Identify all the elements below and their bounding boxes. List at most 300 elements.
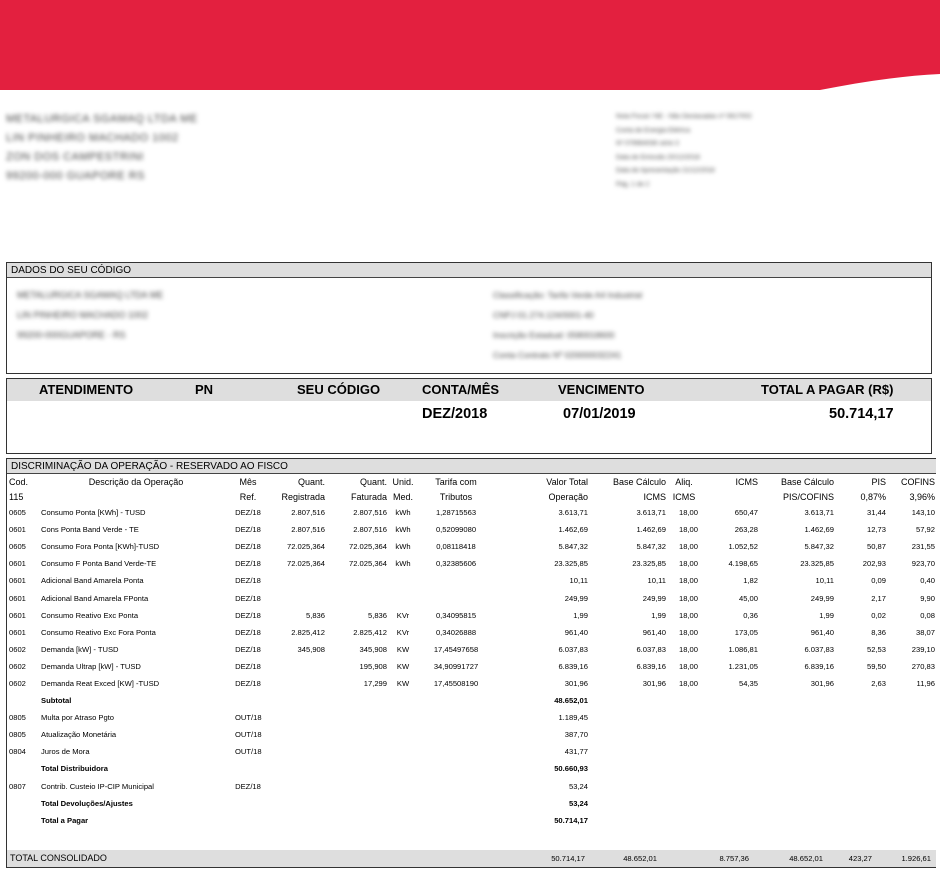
value-vencimento: 07/01/2019 — [563, 406, 636, 422]
cell-base-icms — [590, 795, 668, 812]
cell-tarifa: 17,45508190 — [433, 678, 479, 688]
cell-valor-total: 3.613,71 — [558, 508, 588, 518]
client-info-line: CNPJ 01.274.124/0001-40 — [493, 310, 594, 320]
value-total-a-pagar: 50.714,17 — [829, 406, 894, 422]
cell-unid-med: KVr — [396, 610, 410, 620]
cell-cod: 0601 — [9, 525, 26, 535]
section-title: DADOS DO SEU CÓDIGO — [7, 263, 931, 278]
cell-unid-med: KW — [396, 661, 410, 671]
cell-pis: 2,63 — [871, 678, 886, 688]
cell-valor-total: 1.189,45 — [558, 713, 588, 723]
header-cod: 115 — [9, 491, 24, 502]
cell-valor-total: 53,24 — [568, 781, 588, 791]
cell-base-pis-cofins: 301,96 — [810, 678, 834, 688]
cell-cod: 0602 — [9, 661, 26, 671]
total-label: TOTAL CONSOLIDADO — [10, 853, 107, 863]
cell-quant-registrada — [263, 692, 327, 709]
cell-icms: 263,28 — [734, 525, 758, 535]
cell-base-pis-cofins: 1.462,69 — [804, 525, 834, 535]
cell-base-icms: 249,99 — [642, 593, 666, 603]
cell-descricao: Cons Ponta Band Verde - TE — [41, 525, 139, 535]
cell-aliq-icms — [668, 778, 700, 795]
total-base-icms: 48.652,01 — [623, 854, 657, 863]
cell-cofins: 9,90 — [920, 593, 935, 603]
header-mes-ref: Ref. — [239, 491, 257, 502]
header-quant-registrada: Quant. — [297, 476, 325, 487]
client-info-line: Conta Contrato Nº 020000032241 — [493, 350, 622, 360]
cell-cod: 0605 — [9, 542, 26, 552]
client-line: METALURGICA SGAMAQ LTDA ME — [17, 290, 164, 300]
cell-base-icms: 3.613,71 — [636, 508, 666, 518]
cell-base-icms: 5.847,32 — [636, 542, 666, 552]
cell-cod: 0807 — [9, 781, 26, 791]
cell-unid-med: KW — [396, 678, 410, 688]
cell-quant-faturada: 72.025,364 — [348, 559, 387, 569]
cell-pis — [836, 743, 888, 760]
cell-unid-med: KVr — [396, 627, 410, 637]
header-descricao — [39, 489, 233, 504]
table-row — [7, 555, 936, 572]
cell-valor-total: 301,96 — [564, 678, 588, 688]
cell-unid-med — [389, 743, 417, 760]
cell-mes-ref: DEZ/18 — [235, 559, 261, 569]
section-title: DISCRIMINAÇÃO DA OPERAÇÃO - RESERVADO AO FISCO — [7, 459, 936, 474]
header-cofins: 3,96% — [909, 491, 935, 502]
cell-quant-faturada — [327, 692, 389, 709]
total-cofins: 1.926,61 — [901, 854, 931, 863]
cell-icms — [700, 709, 760, 726]
cell-base-icms — [590, 692, 668, 709]
top-banner — [0, 0, 940, 92]
cell-quant-registrada — [263, 589, 327, 606]
table-body — [7, 504, 936, 829]
cell-mes-ref: DEZ/18 — [235, 525, 261, 535]
cell-unid-med: kWh — [395, 525, 411, 535]
header-pis: PIS — [871, 476, 886, 487]
cell-aliq-icms — [668, 743, 700, 760]
cell-cofins — [888, 692, 936, 709]
cell-quant-registrada — [263, 778, 327, 795]
table-row — [7, 760, 936, 777]
cell-base-icms — [590, 778, 668, 795]
cell-descricao: Contrib. Custeio IP-CIP Municipal — [41, 781, 154, 791]
billing-summary — [6, 378, 932, 454]
cell-unid-med — [389, 709, 417, 726]
cell-descricao: Demanda [kW] - TUSD — [41, 644, 119, 654]
cell-descricao: Multa por Atraso Pgto — [41, 713, 115, 723]
header-unid-med: Unid. — [392, 476, 414, 487]
cell-base-pis-cofins — [760, 812, 836, 829]
cell-pis: 0,09 — [871, 576, 886, 586]
cell-cod: 0601 — [9, 576, 26, 586]
address-line: METALURGICA SGAMAQ LTDA ME — [6, 113, 198, 125]
cell-valor-total: 1,99 — [573, 610, 588, 620]
cell-base-pis-cofins: 961,40 — [810, 627, 834, 637]
cell-pis: 12,73 — [866, 525, 886, 535]
cell-quant-faturada: 5,836 — [367, 610, 387, 620]
cell-icms: 45,00 — [738, 593, 758, 603]
total-pis: 423,27 — [848, 854, 872, 863]
cell-unid-med: KW — [396, 644, 410, 654]
header-base-pis-cofins: Base Cálculo — [780, 476, 834, 487]
cell-mes-ref: DEZ/18 — [235, 576, 261, 586]
cell-base-icms: 6.839,16 — [636, 661, 666, 671]
cell-aliq-icms: 18,00 — [678, 508, 698, 518]
cell-base-icms: 1.462,69 — [636, 525, 666, 535]
cell-tarifa: 0,34026888 — [435, 627, 477, 637]
header-base-pis-cofins: PIS/COFINS — [782, 491, 834, 502]
cell-icms: 1.052,52 — [728, 542, 758, 552]
cell-unid-med — [389, 692, 417, 709]
cell-pis — [836, 812, 888, 829]
cell-cod: 0602 — [9, 678, 26, 688]
cell-mes-ref — [233, 692, 263, 709]
cell-tarifa — [417, 812, 495, 829]
cell-aliq-icms — [668, 709, 700, 726]
header-icms: ICMS — [735, 476, 758, 487]
cell-mes-ref: OUT/18 — [235, 713, 262, 723]
header-valor-total: Valor Total — [546, 476, 588, 487]
header-quant-faturada: Quant. — [359, 476, 387, 487]
cell-base-icms — [590, 726, 668, 743]
cell-valor-total: 1.462,69 — [558, 525, 588, 535]
cell-icms: 4.198,65 — [728, 559, 758, 569]
cell-quant-faturada — [327, 812, 389, 829]
cell-quant-faturada: 2.807,516 — [353, 525, 387, 535]
meta-line: Pág. 1 de 2 — [616, 180, 650, 188]
cell-unid-med — [389, 778, 417, 795]
cell-base-icms: 23.325,85 — [632, 559, 666, 569]
cell-tarifa — [417, 778, 495, 795]
table-row — [7, 624, 936, 641]
header-unid-med: Med. — [392, 491, 413, 502]
cell-descricao: Juros de Mora — [41, 747, 90, 757]
cell-base-pis-cofins: 6.839,16 — [804, 661, 834, 671]
cell-pis — [836, 760, 888, 777]
cell-quant-registrada — [263, 709, 327, 726]
cell-tarifa — [417, 760, 495, 777]
header-cod: Cod. — [9, 476, 29, 487]
cell-descricao: Subtotal — [41, 696, 72, 706]
cell-aliq-icms: 18,00 — [678, 542, 698, 552]
cell-cod: 0601 — [9, 559, 26, 569]
cell-valor-total: 53,24 — [568, 798, 588, 808]
cell-aliq-icms — [668, 760, 700, 777]
header-row — [7, 489, 936, 504]
cell-cod — [7, 812, 39, 829]
cell-valor-total: 6.839,16 — [558, 661, 588, 671]
header-valor-total: Operação — [548, 491, 588, 502]
table-row — [7, 692, 936, 709]
cell-cofins: 0,40 — [920, 576, 935, 586]
cell-quant-registrada — [263, 760, 327, 777]
header-aliq-icms: ICMS — [672, 491, 696, 502]
cell-valor-total: 10,11 — [569, 576, 588, 586]
cell-tarifa: 0,32385606 — [435, 559, 477, 569]
cell-cofins: 270,83 — [911, 661, 935, 671]
cell-valor-total: 50.660,93 — [554, 764, 588, 774]
cell-base-pis-cofins: 5.847,32 — [804, 542, 834, 552]
cell-base-pis-cofins: 249,99 — [810, 593, 834, 603]
cell-cofins: 923,70 — [911, 559, 935, 569]
address-line: LIN PINHEIRO MACHADO 1002 — [6, 132, 179, 144]
cell-pis — [836, 726, 888, 743]
table-row — [7, 538, 936, 555]
meta-line: Nº 079964036 série 3 — [616, 140, 679, 148]
cell-pis: 50,87 — [866, 542, 886, 552]
cell-tarifa — [417, 726, 495, 743]
cell-cofins — [888, 778, 936, 795]
cell-aliq-icms — [668, 692, 700, 709]
invoice-meta — [616, 110, 752, 192]
cell-cofins: 57,92 — [915, 525, 935, 535]
cell-cofins — [888, 709, 936, 726]
cell-cod: 0601 — [9, 627, 26, 637]
cell-quant-registrada — [263, 675, 327, 692]
total-icms: 8.757,36 — [719, 854, 749, 863]
cell-valor-total: 48.652,01 — [554, 696, 588, 706]
total-consolidado-row — [7, 850, 936, 867]
cell-aliq-icms: 18,00 — [678, 576, 698, 586]
label-vencimento: VENCIMENTO — [558, 382, 645, 397]
cell-quant-faturada: 72.025,364 — [348, 542, 387, 552]
cell-cod: 0602 — [9, 644, 26, 654]
cell-pis: 31,44 — [866, 508, 886, 518]
cell-icms — [700, 726, 760, 743]
client-classification — [493, 285, 642, 365]
cell-mes-ref: OUT/18 — [235, 730, 262, 740]
cell-pis — [836, 778, 888, 795]
cell-quant-registrada — [263, 572, 327, 589]
label-total-a-pagar: TOTAL A PAGAR (R$) — [761, 382, 894, 397]
client-address — [17, 285, 163, 345]
cell-valor-total: 23.325,85 — [554, 559, 588, 569]
client-data-section — [6, 262, 932, 374]
cell-descricao: Consumo Ponta [KWh] - TUSD — [41, 508, 146, 518]
cell-tarifa — [417, 589, 495, 606]
cell-cod — [7, 760, 39, 777]
cell-mes-ref: DEZ/18 — [235, 644, 261, 654]
cell-aliq-icms: 18,00 — [678, 525, 698, 535]
table-row — [7, 504, 936, 521]
cell-pis: 52,53 — [866, 644, 886, 654]
cell-unid-med — [389, 572, 417, 589]
cell-base-pis-cofins — [760, 709, 836, 726]
table-row — [7, 812, 936, 829]
cell-icms: 0,36 — [743, 610, 758, 620]
cell-quant-registrada: 345,908 — [297, 644, 325, 654]
cell-cofins — [888, 743, 936, 760]
table-row — [7, 641, 936, 658]
cell-mes-ref: DEZ/18 — [235, 508, 261, 518]
cell-aliq-icms: 18,00 — [678, 559, 698, 569]
cell-icms: 54,35 — [738, 678, 758, 688]
cell-quant-registrada — [263, 812, 327, 829]
cell-quant-faturada: 2.807,516 — [353, 508, 387, 518]
cell-pis: 202,93 — [862, 559, 886, 569]
cell-tarifa — [417, 743, 495, 760]
table-row — [7, 607, 936, 624]
table-row — [7, 778, 936, 795]
header-descricao: Descrição da Operação — [88, 476, 184, 487]
cell-tarifa — [417, 795, 495, 812]
cell-cod — [7, 692, 39, 709]
cell-aliq-icms: 18,00 — [678, 610, 698, 620]
header-tarifa: Tarifa com — [435, 476, 477, 487]
cell-unid-med — [389, 812, 417, 829]
cell-base-pis-cofins: 3.613,71 — [804, 508, 834, 518]
cell-pis: 8,36 — [871, 627, 886, 637]
cell-tarifa: 1,28715563 — [435, 508, 477, 518]
cell-quant-faturada — [327, 795, 389, 812]
cell-quant-faturada: 2.825,412 — [353, 627, 387, 637]
cell-quant-faturada — [327, 726, 389, 743]
label-conta-mes: CONTA/MÊS — [422, 382, 500, 397]
cell-base-pis-cofins — [760, 795, 836, 812]
table-row — [7, 709, 936, 726]
cell-valor-total: 961,40 — [564, 627, 588, 637]
address-line: 99200-000 GUAPORE RS — [6, 170, 146, 182]
cell-quant-faturada — [327, 778, 389, 795]
label-pn: PN — [195, 382, 214, 397]
cell-base-icms: 961,40 — [642, 627, 666, 637]
cell-quant-registrada: 2.807,516 — [291, 508, 325, 518]
cell-mes-ref: DEZ/18 — [235, 610, 261, 620]
cell-quant-faturada: 17,299 — [363, 678, 387, 688]
cell-aliq-icms — [668, 812, 700, 829]
recipient-address — [6, 110, 198, 186]
cell-tarifa: 17,45497658 — [433, 644, 479, 654]
cell-unid-med — [389, 795, 417, 812]
header-aliq-icms: Aliq. — [675, 476, 693, 487]
cell-mes-ref: DEZ/18 — [235, 542, 261, 552]
address-line: ZON DOS CAMPESTRINI — [6, 151, 144, 163]
cell-cofins: 11,96 — [916, 678, 935, 688]
cell-descricao: Atualização Monetária — [41, 730, 117, 740]
cell-cofins — [888, 726, 936, 743]
header-icms — [700, 489, 760, 504]
cell-icms: 1.086,81 — [728, 644, 758, 654]
cell-quant-faturada — [327, 572, 389, 589]
cell-descricao: Demanda Reat Exced [KW] -TUSD — [41, 678, 160, 688]
cell-cod: 0804 — [9, 747, 26, 757]
cell-aliq-icms — [668, 726, 700, 743]
cell-descricao: Consumo Reativo Exc Fora Ponta — [41, 627, 156, 637]
cell-aliq-icms: 18,00 — [678, 661, 698, 671]
cell-quant-registrada: 72.025,364 — [286, 542, 325, 552]
header-quant-faturada: Faturada — [350, 491, 387, 502]
cell-valor-total: 387,70 — [564, 730, 588, 740]
cell-base-pis-cofins: 6.037,83 — [804, 644, 834, 654]
cell-descricao: Consumo Reativo Exc Ponta — [41, 610, 139, 620]
cell-cofins — [888, 812, 936, 829]
value-conta-mes: DEZ/2018 — [422, 406, 488, 422]
meta-line: Conta de Energia Elétrica — [616, 126, 691, 134]
cell-base-icms — [590, 760, 668, 777]
cell-icms — [700, 743, 760, 760]
cell-cod — [7, 795, 39, 812]
meta-line: Data de Emissão 20/12/2018 — [616, 153, 700, 161]
label-seu-codigo: SEU CÓDIGO — [297, 382, 381, 397]
meta-line: Data de Apresentação 21/12/2018 — [616, 167, 715, 175]
cell-cofins: 0,08 — [920, 610, 935, 620]
cell-valor-total: 5.847,32 — [558, 542, 588, 552]
cell-base-icms: 6.037,83 — [636, 644, 666, 654]
cell-mes-ref: DEZ/18 — [235, 678, 261, 688]
cell-icms: 650,47 — [734, 508, 758, 518]
meta-line: Nota Fiscal / NE - Não Destacadas nº 0817002 — [616, 113, 752, 120]
cell-tarifa: 34,90991727 — [433, 661, 479, 671]
cell-quant-registrada: 5,836 — [305, 610, 325, 620]
cell-pis: 0,02 — [871, 610, 886, 620]
cell-icms — [700, 778, 760, 795]
total-base-pis-cofins: 48.652,01 — [789, 854, 823, 863]
cell-base-pis-cofins — [760, 778, 836, 795]
cell-tarifa: 0,08118418 — [436, 542, 476, 552]
client-line: 99200-000GUAPORE - RS — [17, 330, 126, 340]
table-row — [7, 589, 936, 606]
client-line: LIN PINHEIRO MACHADO 1002 — [17, 310, 149, 320]
header-mes-ref: Mês — [239, 476, 257, 487]
cell-tarifa — [417, 692, 495, 709]
cell-base-icms: 301,96 — [642, 678, 666, 688]
cell-cod: 0805 — [9, 730, 26, 740]
cell-cofins: 231,55 — [911, 542, 935, 552]
cell-base-icms: 1,99 — [651, 610, 666, 620]
table-row — [7, 795, 936, 812]
cell-base-pis-cofins: 23.325,85 — [800, 559, 834, 569]
table-row — [7, 743, 936, 760]
cell-base-icms — [590, 709, 668, 726]
cell-tarifa: 0,52099080 — [435, 525, 477, 535]
cell-unid-med — [389, 760, 417, 777]
cell-descricao: Adicional Band Amarela FPonta — [41, 593, 149, 603]
cell-descricao: Total a Pagar — [41, 815, 89, 825]
cell-quant-faturada — [327, 589, 389, 606]
cell-base-icms — [590, 743, 668, 760]
cell-base-pis-cofins — [760, 760, 836, 777]
cell-aliq-icms: 18,00 — [678, 627, 698, 637]
header-quant-registrada: Registrada — [281, 491, 325, 502]
table-row — [7, 521, 936, 538]
cell-icms: 1.231,05 — [728, 661, 758, 671]
cell-mes-ref: DEZ/18 — [235, 627, 261, 637]
operations-table — [7, 474, 936, 829]
cell-pis — [836, 795, 888, 812]
cell-quant-registrada — [263, 795, 327, 812]
cell-cod: 0605 — [9, 508, 26, 518]
cell-cod: 0601 — [9, 593, 26, 603]
cell-descricao: Total Distribuidora — [41, 764, 108, 774]
cell-quant-registrada: 2.807,516 — [291, 525, 325, 535]
cell-pis: 2,17 — [871, 593, 886, 603]
total-valor: 50.714,17 — [551, 854, 585, 863]
cell-mes-ref — [233, 795, 263, 812]
cell-tarifa: 0,34095815 — [435, 610, 477, 620]
header-base-icms: Base Cálculo — [612, 476, 666, 487]
cell-valor-total: 50.714,17 — [554, 815, 588, 825]
cell-quant-registrada — [263, 743, 327, 760]
cell-cod: 0805 — [9, 713, 26, 723]
cell-unid-med: kWh — [395, 559, 411, 569]
cell-icms — [700, 795, 760, 812]
cell-mes-ref: DEZ/18 — [235, 593, 261, 603]
client-info-line: Inscrição Estadual: 0580018600 — [493, 330, 615, 340]
cell-quant-faturada — [327, 760, 389, 777]
label-atendimento: ATENDIMENTO — [39, 382, 134, 397]
cell-quant-faturada: 195,908 — [359, 661, 387, 671]
cell-valor-total: 249,99 — [564, 593, 588, 603]
